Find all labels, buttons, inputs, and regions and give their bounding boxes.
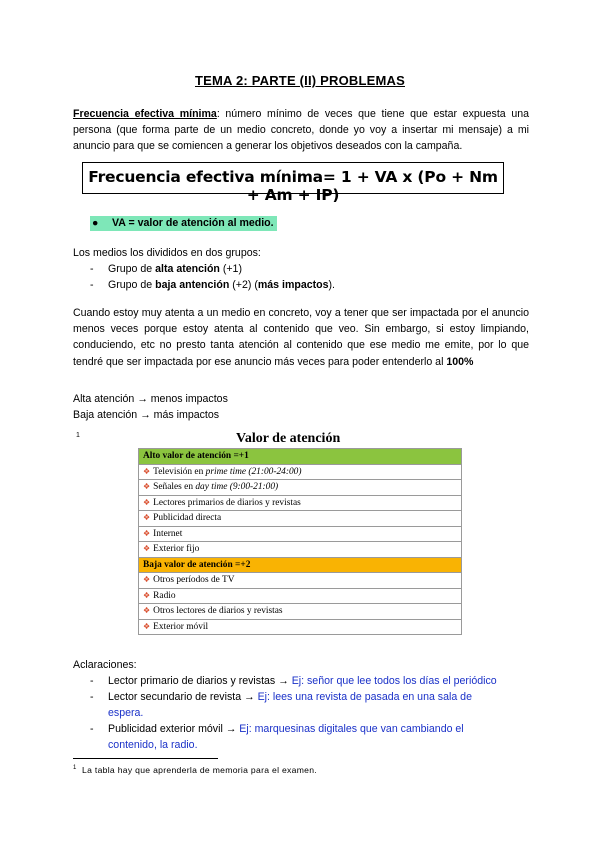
formula: Frecuencia efectiva mínima= 1 + VA x (Po + Nm + Am + IP): [88, 168, 498, 204]
formula-box: [82, 162, 504, 204]
diamond-bullet-icon: ❖: [143, 590, 151, 600]
clarifications-block: [73, 657, 533, 753]
bullet-icon: ●: [92, 217, 99, 229]
diamond-bullet-icon: ❖: [143, 466, 151, 476]
table-row: ❖ Exterior fijo: [139, 542, 462, 558]
relations-block: [73, 391, 228, 423]
diamond-bullet-icon: ❖: [143, 606, 151, 616]
definition-text: : número mínimo de veces que tiene que estar expuesta una persona (que forma parte de un medio concreto, donde yo voy a insertar mi mensaje) a mi anuncio para que se comiencen a generar los objetivos deseados con la campaña.: [73, 108, 530, 153]
definition-term: Frecuencia efectiva mínima: [73, 108, 217, 120]
attention-table: [138, 448, 462, 635]
va-highlight: [90, 216, 277, 231]
diamond-bullet-icon: ❖: [143, 575, 151, 585]
diamond-bullet-icon: ❖: [143, 528, 151, 538]
groups-intro: Los medios los divididos en dos grupos:: [73, 247, 261, 259]
group-item-high: - Grupo de alta atención (+1): [90, 263, 242, 275]
table-row: ❖ Señales en day time (9:00-21:00): [139, 480, 462, 496]
footnote-divider: [73, 758, 218, 759]
table-row: ❖ Internet: [139, 526, 462, 542]
table-row: ❖ Otros lectores de diarios y revistas: [139, 604, 462, 620]
table-row: ❖ Televisión en prime time (21:00-24:00): [139, 464, 462, 480]
explanation-paragraph: Cuando estoy muy atenta a un medio en concreto, voy a tener que ser impactada por el anuncio menos veces porque estoy atenta al contenido que veo. Sin embargo, si estoy limpiando, conduciendo, etc no presto tanta atención al contenido que ese medio me emite, por lo que tendré que ser impactada por ese anuncio más veces para poder entenderlo al 100%: [73, 307, 529, 368]
diamond-bullet-icon: ❖: [143, 544, 151, 554]
clarification-item: - Lector secundario de revista → Ej: lees una revista de pasada en una sala de espera.: [90, 691, 472, 719]
diamond-bullet-icon: ❖: [143, 621, 151, 631]
clarification-item: - Publicidad exterior móvil → Ej: marquesinas digitales que van cambiando el contenido, la radio.: [90, 723, 464, 751]
relation-low: Baja atención → más impactos: [73, 409, 220, 421]
table-header-high: Alto valor de atención =+1: [139, 449, 462, 465]
table-row: ❖ Radio: [139, 588, 462, 604]
clarifications-heading: Aclaraciones:: [73, 659, 137, 671]
diamond-bullet-icon: ❖: [143, 497, 151, 507]
group-item-low: - Grupo de baja antención (+2) (más impactos).: [90, 279, 335, 291]
table-row: ❖ Lectores primarios de diarios y revistas: [139, 495, 462, 511]
footnote: $^1$ La tabla hay que aprenderla de memoria para el examen.: [73, 765, 318, 775]
diamond-bullet-icon: ❖: [143, 513, 151, 523]
diamond-bullet-icon: ❖: [143, 482, 151, 492]
va-text: VA = valor de atención al medio.: [112, 217, 274, 229]
table-title: Valor de atención: [236, 431, 341, 446]
definition-paragraph: [73, 106, 529, 155]
table-header-low: Baja valor de atención =+2: [139, 557, 462, 573]
groups-block: [73, 245, 533, 293]
footnote-reference: 1: [76, 432, 80, 439]
page-title: TEMA 2: PARTE (II) PROBLEMAS: [195, 73, 405, 88]
table-row: ❖ Exterior móvil: [139, 619, 462, 635]
relation-high: Alta atención → menos impactos: [73, 393, 228, 405]
clarification-item: - Lector primario de diarios y revistas → Ej: señor que lee todos los días el periódico: [90, 675, 497, 687]
table-row: ❖ Otros períodos de TV: [139, 573, 462, 589]
table-row: ❖ Publicidad directa: [139, 511, 462, 527]
